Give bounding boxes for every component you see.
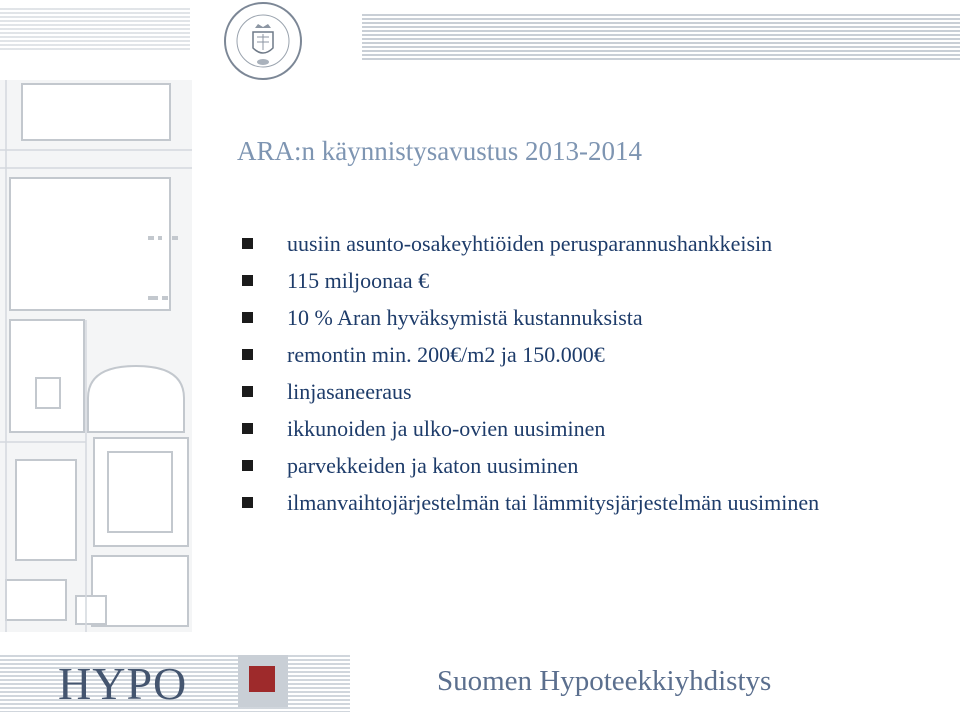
square-bullet-icon: [242, 423, 253, 434]
footer-organization-name: Suomen Hypoteekkiyhdistys: [437, 665, 772, 697]
footer-brand: HYPO: [58, 658, 188, 709]
square-bullet-icon: [242, 497, 253, 508]
city-map-illustration: [0, 80, 192, 632]
list-item: [242, 302, 942, 333]
list-item-text: linjasaneeraus: [287, 379, 412, 404]
square-bullet-icon: [242, 238, 253, 249]
square-bullet-icon: [242, 386, 253, 397]
list-item: [242, 339, 942, 370]
square-bullet-icon: [242, 312, 253, 323]
bullet-list: [242, 228, 942, 524]
square-bullet-icon: [242, 460, 253, 471]
red-square-icon: [249, 666, 275, 692]
list-item: [242, 487, 942, 518]
list-item-text: ilmanvaihtojärjestelmän tai lämmitysjärjestelmän uusiminen: [287, 490, 820, 515]
list-item: [242, 265, 942, 296]
footer: [0, 655, 960, 712]
list-item-text: 115 miljoonaa €: [287, 268, 430, 293]
slide-title: ARA:n käynnistysavustus 2013-2014: [237, 136, 642, 166]
list-item-text: parvekkeiden ja katon uusiminen: [287, 453, 579, 478]
square-bullet-icon: [242, 349, 253, 360]
list-item: [242, 228, 942, 259]
decorative-stripes-right: [362, 14, 960, 62]
list-item: [242, 376, 942, 407]
list-item: [242, 450, 942, 481]
square-bullet-icon: [242, 275, 253, 286]
list-item-text: remontin min. 200€/m2 ja 150.000€: [287, 342, 605, 367]
list-item: [242, 413, 942, 444]
list-item-text: 10 % Aran hyväksymistä kustannuksista: [287, 305, 643, 330]
list-item-text: uusiin asunto-osakeyhtiöiden perusparannushankkeisin: [287, 231, 773, 256]
list-item-text: ikkunoiden ja ulko-ovien uusiminen: [287, 416, 606, 441]
decorative-stripes-left: [0, 8, 190, 50]
seal-logo-icon: [222, 0, 304, 82]
